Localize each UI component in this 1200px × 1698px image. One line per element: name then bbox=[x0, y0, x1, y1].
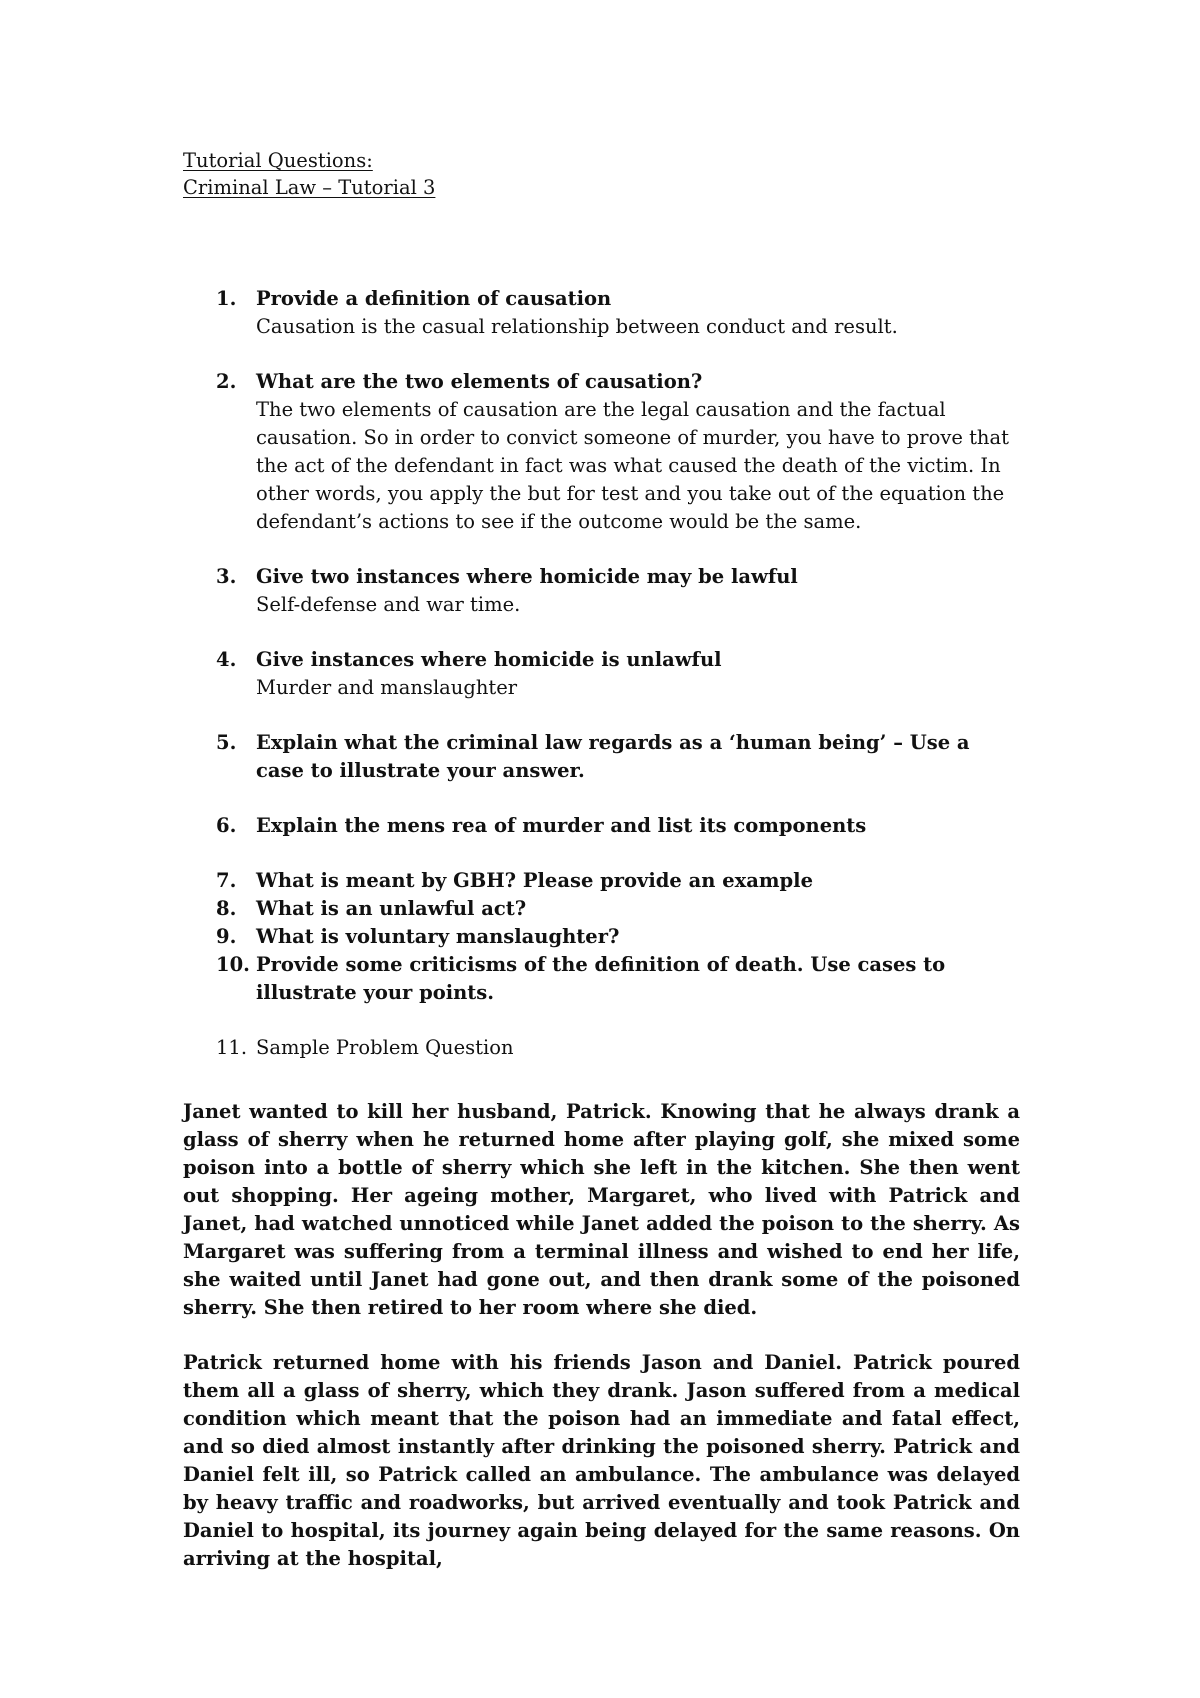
question-text: Give instances where homicide is unlawful bbox=[256, 648, 722, 671]
question-number: 3. bbox=[216, 565, 237, 588]
question-text: Provide a definition of causation bbox=[256, 287, 612, 310]
question-number: 7. bbox=[216, 869, 237, 892]
document-header bbox=[183, 147, 435, 201]
question-number: 11. bbox=[216, 1036, 248, 1059]
question-number: 5. bbox=[216, 731, 237, 754]
question-item-5 bbox=[183, 729, 1023, 785]
question-list bbox=[183, 285, 1023, 1062]
question-number: 1. bbox=[216, 287, 237, 310]
question-text: Explain what the criminal law regards as a ‘human being’ – Use a case to illustrate your answer. bbox=[256, 731, 970, 782]
question-item-4 bbox=[183, 646, 1023, 702]
answer-text: The two elements of causation are the legal causation and the factual causation. So in order to convict someone of murder, you have to prove that the act of the defendant in fact was what caused the death of the victim. In other words, you apply the but for test and you take out of the equation the defendant’s actions to see if the outcome would be the same. bbox=[256, 398, 1009, 533]
question-item-11 bbox=[183, 1034, 1023, 1062]
question-item-1 bbox=[183, 285, 1023, 341]
question-number: 2. bbox=[216, 370, 237, 393]
question-text: Explain the mens rea of murder and list its components bbox=[256, 814, 867, 837]
question-item-10 bbox=[183, 951, 1023, 1007]
question-text: What are the two elements of causation? bbox=[256, 370, 703, 393]
question-number: 8. bbox=[216, 897, 237, 920]
question-item-3 bbox=[183, 563, 1023, 619]
answer-text: Self-defense and war time. bbox=[256, 593, 521, 616]
header-subtitle: Criminal Law – Tutorial 3 bbox=[183, 176, 436, 199]
problem-scenario bbox=[183, 1098, 1020, 1600]
question-number: 10. bbox=[216, 953, 250, 976]
question-text: What is an unlawful act? bbox=[256, 897, 527, 920]
question-number: 6. bbox=[216, 814, 237, 837]
question-item-2 bbox=[183, 368, 1023, 536]
question-number: 4. bbox=[216, 648, 237, 671]
question-item-8 bbox=[183, 895, 1023, 923]
question-item-7 bbox=[183, 867, 1023, 895]
answer-text: Murder and manslaughter bbox=[256, 676, 518, 699]
header-title: Tutorial Questions: bbox=[183, 149, 373, 172]
question-text: What is meant by GBH? Please provide an example bbox=[256, 869, 813, 892]
question-text: Provide some criticisms of the definition of death. Use cases to illustrate your points. bbox=[256, 953, 946, 1004]
question-number: 9. bbox=[216, 925, 237, 948]
problem-paragraph-1: Janet wanted to kill her husband, Patrick. Knowing that he always drank a glass of sherry when he returned home after playing golf, she mixed some poison into a bottle of sherry which she left in the kitchen. She then went out shopping. Her ageing mother, Margaret, who lived with Patrick and Janet, had watched unnoticed while Janet added the poison to the sherry. As Margaret was suffering from a terminal illness and wished to end her life, she waited until Janet had gone out, and then drank some of the poisoned sherry. She then retired to her room where she died. bbox=[183, 1100, 1020, 1319]
question-item-9 bbox=[183, 923, 1023, 951]
answer-text: Causation is the casual relationship between conduct and result. bbox=[256, 315, 898, 338]
question-text: Give two instances where homicide may be lawful bbox=[256, 565, 798, 588]
problem-paragraph-2: Patrick returned home with his friends Jason and Daniel. Patrick poured them all a glass of sherry, which they drank. Jason suffered from a medical condition which meant that the poison had an immediate and fatal effect, and so died almost instantly after drinking the poisoned sherry. Patrick and Daniel felt ill, so Patrick called an ambulance. The ambulance was delayed by heavy traffic and roadworks, but arrived eventually and took Patrick and Daniel to hospital, its journey again being delayed for the same reasons. On arriving at the hospital, bbox=[183, 1351, 1020, 1570]
question-item-6 bbox=[183, 812, 1023, 840]
question-text: Sample Problem Question bbox=[256, 1036, 514, 1059]
question-text: What is voluntary manslaughter? bbox=[256, 925, 620, 948]
